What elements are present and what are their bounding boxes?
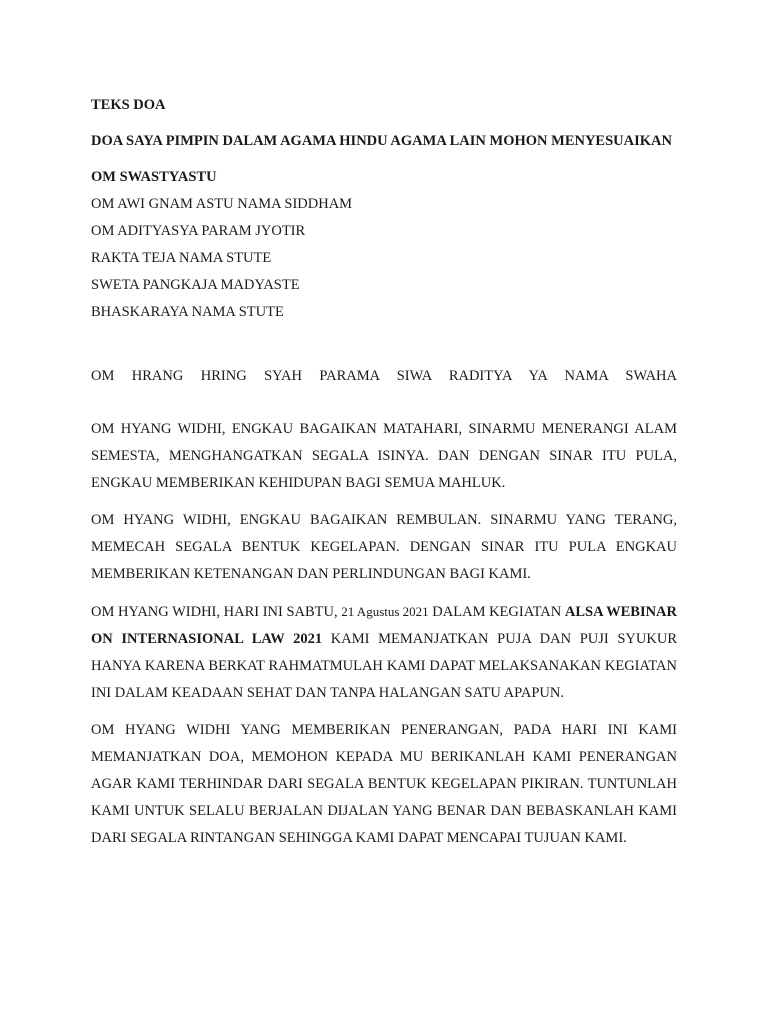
prayer-paragraph-1: OM HYANG WIDHI, ENGKAU BAGAIKAN MATAHARI, SINARMU MENERANGI ALAM SEMESTA, MENGHANGATKAN SEGALA ISINYA. DAN DENGAN SINAR ITU PULA, ENGKAU MEMBERIKAN KEHIDUPAN BAGI SEMUA MAHLUK. [91,421,677,491]
opening-greeting: OM SWASTYASTU [91,169,217,185]
document-heading: DOA SAYA PIMPIN DALAM AGAMA HINDU AGAMA LAIN MOHON MENYESUAIKAN [91,133,672,149]
mantra-line: OM AWI GNAM ASTU NAMA SIDDHAM [91,196,353,212]
mantra-line: SWETA PANGKAJA MADYASTE [91,277,300,293]
paragraph-3-middle: DALAM KEGIATAN [428,604,565,620]
mantra-block [91,191,677,326]
mantra-line: RAKTA TEJA NAMA STUTE [91,250,272,266]
document-page [91,92,677,862]
mantra-line: OM ADITYASYA PARAM JYOTIR [91,223,306,239]
paragraph-3-rest: KAMI MEMANJATKAN PUJA DAN PUJI SYUKUR HANYA KARENA BERKAT RAHMATMULAH KAMI DAPAT MELAKSANAKAN KEGIATAN INI DALAM KEADAAN SEHAT DAN TANPA HALANGAN SATU APAPUN. [91,631,677,701]
event-date: 21 Agustus 2021 [341,604,429,619]
prayer-paragraph-4: OM HYANG WIDHI YANG MEMBERIKAN PENERANGAN, PADA HARI INI KAMI MEMANJATKAN DOA, MEMOHON KEPADA MU BERIKANLAH KAMI PENERANGAN AGAR KAMI TERHINDAR DARI SEGALA BENTUK KEGELAPAN PIKIRAN. TUNTUNLAH KAMI UNTUK SELALU BERJALAN DIJALAN YANG BENAR DAN BEBASKANLAH KAMI DARI SEGALA RINTANGAN SEHINGGA KAMI DAPAT MENCAPAI TUJUAN KAMI. [91,722,677,846]
mantra-closing: OM HRANG HRING SYAH PARAMA SIWA RADITYA YA NAMA SWAHA [91,368,677,384]
document-title: TEKS DOA [91,97,166,113]
prayer-paragraph-3 [91,598,677,707]
mantra-line: BHASKARAYA NAMA STUTE [91,304,284,320]
prayer-paragraph-2: OM HYANG WIDHI, ENGKAU BAGAIKAN REMBULAN. SINARMU YANG TERANG, MEMECAH SEGALA BENTUK KEGELAPAN. DENGAN SINAR ITU PULA ENGKAU MEMBERIKAN KETENANGAN DAN PERLINDUNGAN BAGI KAMI. [91,512,677,582]
paragraph-3-intro: OM HYANG WIDHI, HARI INI SABTU, [91,604,342,620]
event-name: ALSA WEBINAR ON INTERNASIONAL LAW 2021 [91,604,678,647]
